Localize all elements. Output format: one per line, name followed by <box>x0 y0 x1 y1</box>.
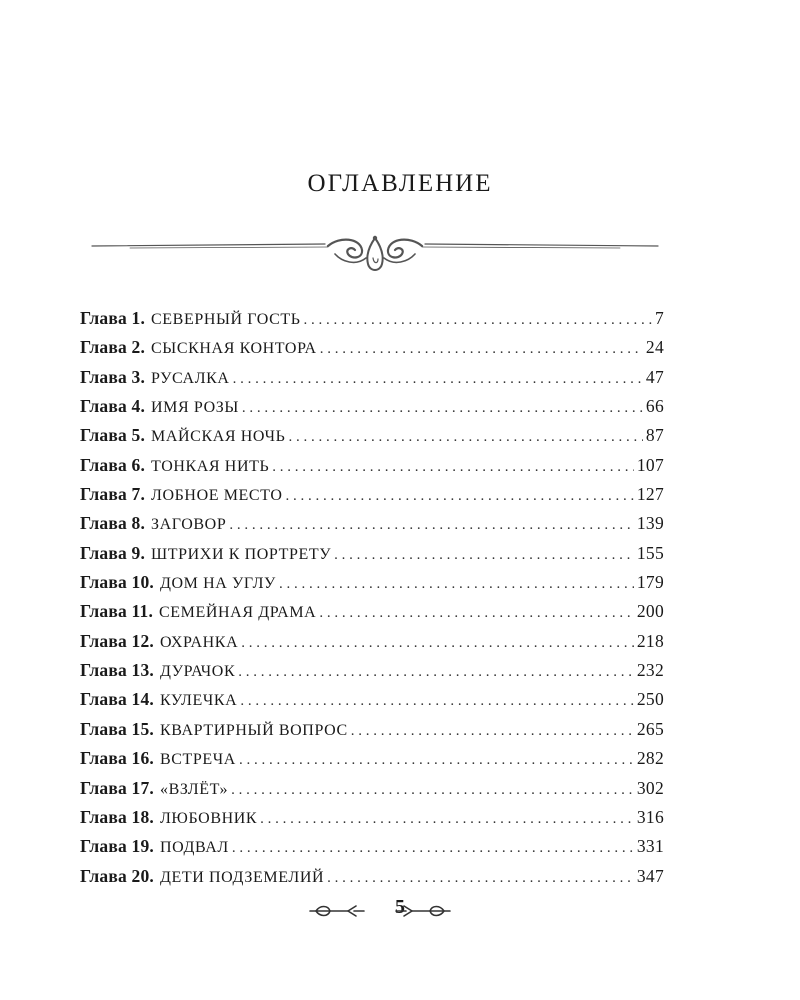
toc-entry[interactable] <box>80 543 664 572</box>
toc-entry[interactable] <box>80 719 664 748</box>
page-number: 7 <box>654 308 664 328</box>
footer-page-number: 5 <box>395 896 405 918</box>
page-number: 316 <box>636 806 664 827</box>
chapter-title: СЕВЕРНЫЙ ГОСТЬ <box>151 311 301 328</box>
chapter-number: Глава 13. <box>80 660 154 681</box>
chapter-number: Глава 7. <box>80 484 146 505</box>
page-number: 66 <box>645 396 664 417</box>
toc-entry[interactable] <box>80 807 664 836</box>
table-of-contents <box>80 308 664 895</box>
chapter-number: Глава 11. <box>80 601 154 622</box>
chapter-number: Глава 19. <box>80 836 154 857</box>
page-number: 250 <box>636 689 664 710</box>
chapter-title: ЛОБНОЕ МЕСТО <box>151 487 283 505</box>
page-number: 265 <box>636 718 664 739</box>
dot-leader <box>279 576 634 593</box>
chapter-number: Глава 3. <box>80 366 146 387</box>
dot-leader <box>241 635 634 652</box>
dot-leader <box>260 811 634 828</box>
chapter-number: Глава 5. <box>80 425 146 446</box>
page-number: 47 <box>645 366 664 387</box>
dot-leader <box>320 341 643 358</box>
page-footer <box>0 896 800 926</box>
dot-leader <box>272 459 634 476</box>
page-number: 127 <box>636 484 664 505</box>
dot-leader <box>327 870 634 887</box>
chapter-number: Глава 1. <box>80 308 146 328</box>
page-number: 331 <box>636 836 664 857</box>
toc-entry[interactable] <box>80 778 664 807</box>
page-number: 155 <box>636 542 664 563</box>
page-number: 302 <box>636 777 664 798</box>
chapter-number: Глава 4. <box>80 396 146 417</box>
page-title: ОГЛАВЛЕНИЕ <box>307 170 493 197</box>
page-number: 107 <box>636 454 664 475</box>
toc-entry[interactable] <box>80 367 664 396</box>
chapter-title: ШТРИХИ К ПОРТРЕТУ <box>151 545 332 563</box>
chapter-number: Глава 9. <box>80 542 146 563</box>
chapter-title: СЕМЕЙНАЯ ДРАМА <box>159 604 317 622</box>
page-number: 232 <box>636 660 664 681</box>
chapter-title: РУСАЛКА <box>151 369 230 387</box>
chapter-title: МАЙСКАЯ НОЧЬ <box>151 428 286 446</box>
toc-entry[interactable] <box>80 396 664 425</box>
dot-leader <box>238 664 634 681</box>
chapter-title: ВСТРЕЧА <box>159 751 236 769</box>
chapter-title: ПОДВАЛ <box>159 839 229 857</box>
chapter-title: КУЛЕЧКА <box>159 692 238 710</box>
dot-leader <box>231 782 634 799</box>
chapter-title: ОХРАНКА <box>159 633 239 651</box>
toc-entry[interactable] <box>80 748 664 777</box>
dot-leader <box>242 400 643 417</box>
chapter-title: ТОНКАЯ НИТЬ <box>151 457 270 475</box>
chapter-title: ЛЮБОВНИК <box>159 809 258 827</box>
chapter-number: Глава 12. <box>80 630 154 651</box>
chapter-title: ДОМ НА УГЛУ <box>159 575 276 593</box>
dot-leader <box>233 371 643 388</box>
page-number: 200 <box>636 601 664 622</box>
page-number: 87 <box>645 425 664 446</box>
chapter-number: Глава 17. <box>80 777 154 798</box>
toc-entry[interactable] <box>80 337 664 366</box>
chapter-number: Глава 8. <box>80 513 146 534</box>
chapter-title: ДЕТИ ПОДЗЕМЕЛИЙ <box>159 868 325 886</box>
page-number: 347 <box>636 865 664 886</box>
toc-entry[interactable] <box>80 572 664 601</box>
page-number: 179 <box>636 572 664 593</box>
dot-leader <box>351 723 634 740</box>
toc-entry[interactable] <box>80 308 664 337</box>
chapter-number: Глава 16. <box>80 748 154 769</box>
page-number: 139 <box>636 513 664 534</box>
right-flourish-icon <box>392 901 452 921</box>
toc-entry[interactable] <box>80 631 664 660</box>
chapter-title: ДУРАЧОК <box>159 663 236 681</box>
chapter-title: ЗАГОВОР <box>151 516 227 534</box>
toc-entry[interactable] <box>80 455 664 484</box>
chapter-number: Глава 2. <box>80 337 146 358</box>
dot-leader <box>304 312 652 329</box>
decorative-divider-icon <box>90 232 660 282</box>
dot-leader <box>229 517 634 534</box>
dot-leader <box>240 693 634 710</box>
page-number: 218 <box>636 630 664 651</box>
chapter-title: КВАРТИРНЫЙ ВОПРОС <box>159 721 348 739</box>
toc-entry[interactable] <box>80 513 664 542</box>
toc-entry[interactable] <box>80 836 664 865</box>
chapter-number: Глава 20. <box>80 865 154 886</box>
chapter-number: Глава 10. <box>80 572 154 593</box>
page-number: 282 <box>636 748 664 769</box>
chapter-number: Глава 6. <box>80 454 146 475</box>
chapter-title: «ВЗЛЁТ» <box>159 780 229 798</box>
toc-entry[interactable] <box>80 601 664 630</box>
dot-leader <box>239 752 634 769</box>
toc-entry[interactable] <box>80 425 664 454</box>
chapter-title: ИМЯ РОЗЫ <box>151 399 239 417</box>
chapter-number: Глава 15. <box>80 718 154 739</box>
chapter-title: СЫСКНАЯ КОНТОРА <box>151 340 317 358</box>
toc-entry[interactable] <box>80 660 664 689</box>
page-number: 24 <box>645 337 664 358</box>
dot-leader <box>334 547 634 564</box>
dot-leader <box>286 488 634 505</box>
dot-leader <box>288 429 642 446</box>
dot-leader <box>319 605 634 622</box>
toc-entry[interactable] <box>80 484 664 513</box>
chapter-number: Глава 18. <box>80 806 154 827</box>
chapter-number: Глава 14. <box>80 689 154 710</box>
toc-entry[interactable] <box>80 866 664 895</box>
dot-leader <box>232 840 634 857</box>
toc-entry[interactable] <box>80 689 664 718</box>
